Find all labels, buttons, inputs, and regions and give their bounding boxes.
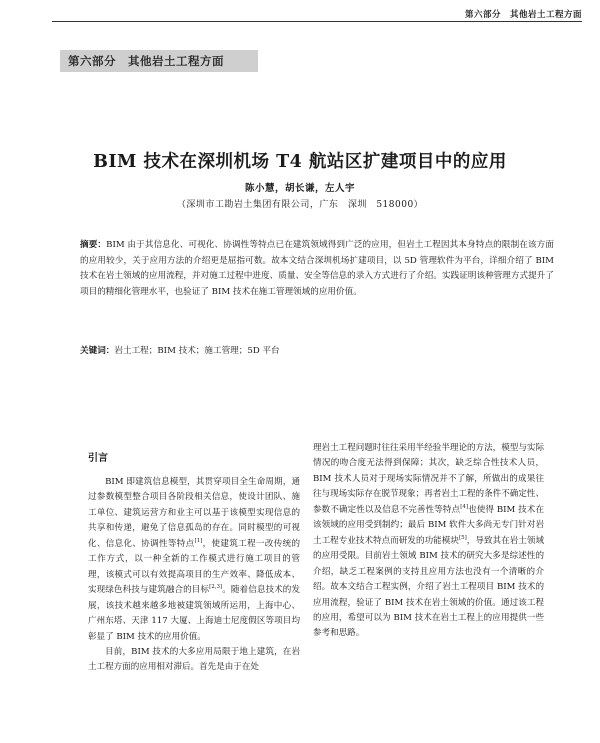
section-title-band: 第六部分 其他岩土工程方面 [60,50,258,72]
abstract-text: BIM 由于其信息化、可视化、协调性等特点已在建筑领域得到广泛的应用，但岩土工程因其本身特点的限制在该方面的应用较少，关于应用方法的介绍更是屈指可数。故本文结合深圳机场扩建项目，以 5D 管理软件为平台，详细介绍了 BIM 技术在岩土领域的应用流程，并对施工过程中进度、质量、安全等信息的录入方式进行了介绍。实践证明该种管理方式提升了项目的精细化管理水平，也验证了 BIM 技术在施工管理领域的应用价值。 [80,240,554,297]
intro-paragraph-1 [88,475,300,645]
intro-paragraph-2: 目前，BIM 技术的大多应用局限于地上建筑，在岩土工程方面的应用相对滞后。首先是由于在处 [88,646,300,673]
citation-1: [1] [194,537,203,544]
header-rule [52,21,582,22]
paper-title: BIM 技术在深圳机场 T4 航站区扩建项目中的应用 [93,152,507,172]
keywords-label: 关键词： [80,346,115,356]
intro-text-1a: BIM 即建筑信息模型，其贯穿项目全生命周期，通过参数模型整合项目各阶段相关信息，使设计团队、施工单位、建筑运营方和业主可以基于该模型实现信息的共享和传递，避免了信息孤岛的存在。同时模型的可视化、信息化、协调性等特点 [88,477,300,549]
abstract [80,238,554,300]
intro-text-2b: 也使得 BIM 技术在该领域的应用受到制约；最后 BIM 软件大多尚无专门针对岩土工程专业技术特点而研发的功能模块 [313,504,544,546]
introduction-heading: 引言 [88,453,108,464]
affiliation: （深圳市工勘岩土集团有限公司，广东 深圳 518000） [176,200,424,210]
intro-text-2c: ，导致其在岩土领域的应用受限。目前岩土领域 BIM 技术的研究大多是综述性的介绍，缺乏工程案例的支持且应用方法也没有一个清晰的介绍。故本文结合工程实例，介绍了岩土工程项目 BIM 技术的应用流程，验证了 BIM 技术在岩土领域的价值。通过该工程的应用，希望可以为 BIM 技术在岩土工程上的应用提供一些参考和思路。 [313,535,545,639]
citation-4: [4] [460,503,468,510]
keywords-text: 岩土工程；BIM 技术；施工管理；5D 平台 [114,346,280,356]
abstract-label: 摘要： [80,240,107,250]
intro-text-2a: 理岩土工程问题时往往采用半经验半理论的方法，模型与实际情况的吻合度无法得到保障；其次，缺乏综合性技术人员，BIM 技术人员对于现场实际情况并不了解，所做出的成果往往与现场实际存在脱节现象；再者岩土工程的条件不确定性、参数不确定性以及信息不完善性等特点 [313,443,544,515]
right-column [313,441,544,642]
citation-5: [5] [458,534,467,541]
left-column [88,475,300,676]
intro-text-1c: 。随着信息技术的发展，该技术越来越多地被建筑领域所运用，上海中心、广州东塔、天津 117 大厦、上海迪士尼度假区等项目均彰显了 BIM 技术的应用价值。 [88,585,301,642]
keywords [80,344,554,359]
intro-text-1b: ，使建筑工程一改传统的工作方式，以一种全新的工作模式进行施工项目的管理，该模式可以有效提高项目的生产效率、降低成本、实现绿色科技与建筑融合的目标 [88,538,301,596]
authors: 陈小慧，胡长谦，左人宇 [244,183,355,194]
intro-paragraph-2-cont [313,441,544,642]
citation-2-3: [2,3] [209,584,223,591]
running-head: 第六部分 其他岩土工程方面 [464,10,582,20]
